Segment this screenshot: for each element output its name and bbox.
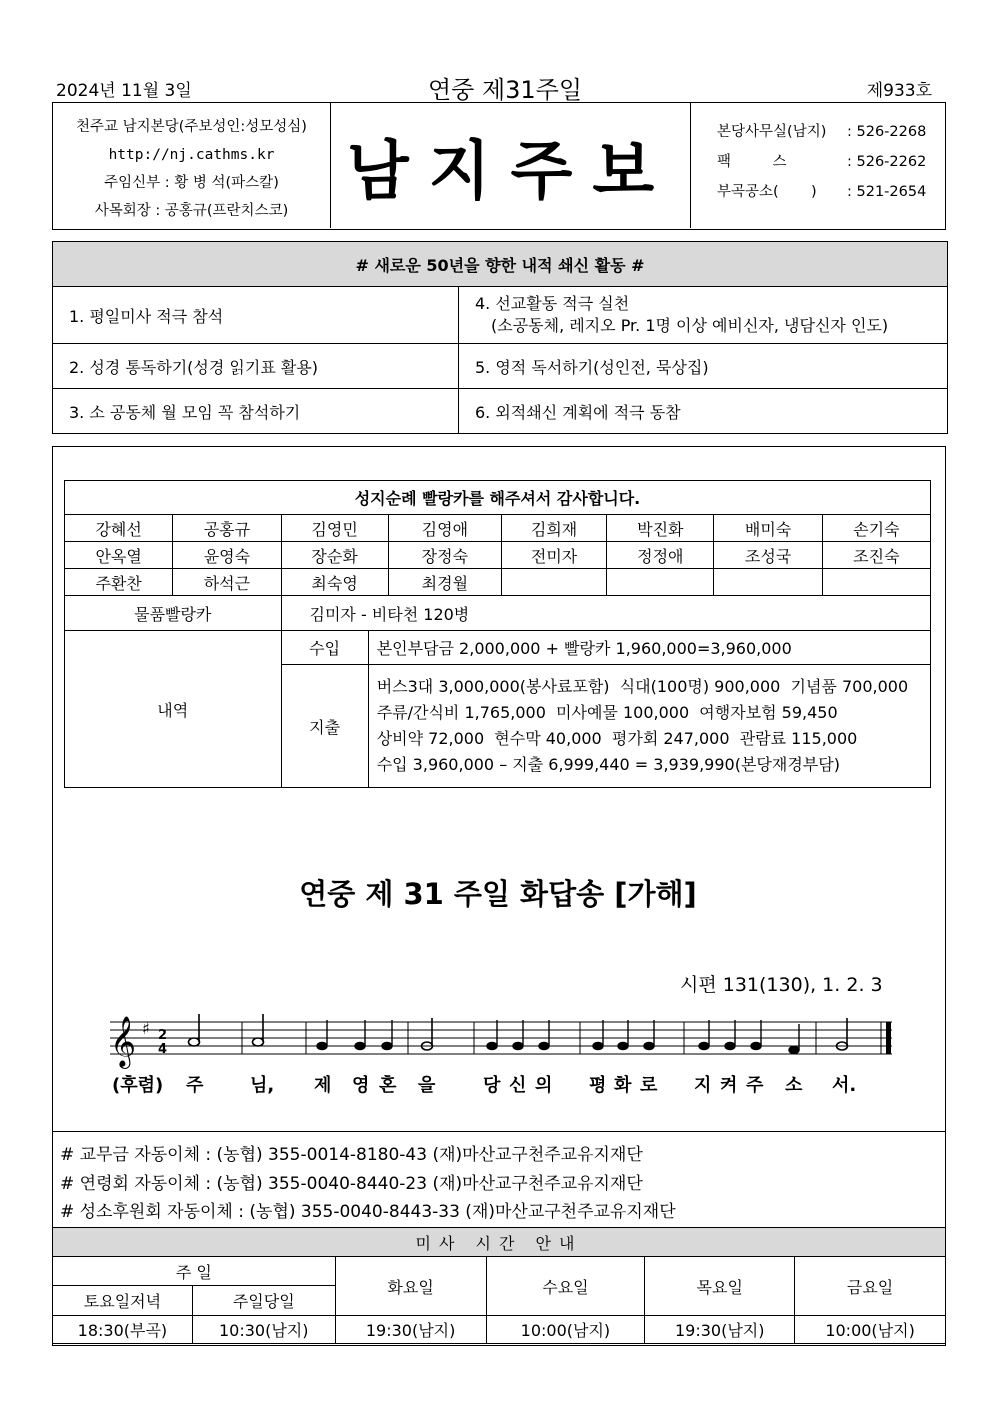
goal-item: 3. 소 공동체 월 모임 꼭 참석하기: [53, 389, 459, 434]
bulletin-date: 2024년 11월 3일: [56, 81, 192, 101]
donor-name: 최경월: [388, 569, 501, 596]
contact-row: 부곡공소( ) : 521-2654: [717, 184, 927, 200]
detail-label: 내역: [65, 631, 282, 788]
lyric-syllable: 영: [352, 1075, 370, 1096]
lyric-syllable: 혼: [379, 1075, 397, 1096]
expense-label: 지출: [281, 665, 368, 788]
goal-item: 4. 선교활동 적극 실천 (소공동체, 레지오 Pr. 1명 이상 예비신자, 냉담신자 인도): [459, 287, 948, 344]
funeral-society-account: # 연령회 자동이체 : (농협) 355-0040-8440-23 (재)마산교구천주교유지재단: [60, 1174, 643, 1194]
council-president: 사목회장 : 공홍규(프란치스코): [94, 203, 289, 219]
lyric-syllable: 주: [746, 1075, 764, 1096]
goal-item: 1. 평일미사 적극 참석: [53, 287, 459, 344]
goods-label: 물품빨랑카: [65, 596, 282, 631]
renewal-goals-table: [52, 241, 948, 434]
goal-item: 2. 성경 통독하기(성경 읽기표 활용): [53, 344, 459, 389]
saturday-evening-label: 토요일저녁: [53, 1286, 193, 1316]
donor-name: 정정애: [607, 542, 714, 569]
bulletin-name: 남지주보: [331, 103, 691, 228]
svg-text:4: 4: [158, 1042, 168, 1057]
expense-line: 상비약 72,000 현수막 40,000 평가회 247,000 관람료 115,000: [376, 729, 858, 748]
donor-name: 김영민: [281, 515, 388, 542]
empty-cell: [607, 569, 714, 596]
donor-name: 손기숙: [822, 515, 930, 542]
mass-title: 미사 시간 안내: [53, 1228, 946, 1257]
donor-name: 안옥열: [65, 542, 173, 569]
thanks-title: 성지순례 빨랑카를 해주셔서 감사합니다.: [65, 481, 931, 515]
donor-name: 하석근: [173, 569, 281, 596]
lyric-syllable: 켜: [720, 1075, 738, 1096]
donor-name: 강혜선: [65, 515, 173, 542]
pilgrimage-thanks-table: [64, 480, 931, 788]
donor-name: 장순화: [281, 542, 388, 569]
empty-cell: [822, 569, 930, 596]
lyric-syllable: 평: [589, 1075, 607, 1096]
lyric-syllable: 당: [483, 1075, 501, 1096]
contact-row: 팩 스 : 526-2262: [717, 154, 927, 170]
lyric-syllable: 신: [509, 1075, 527, 1096]
parish-website[interactable]: http://nj.cathms.kr: [108, 147, 275, 163]
contact-info: [691, 103, 945, 228]
donor-name: 주환찬: [65, 569, 173, 596]
donor-name: 조성국: [714, 542, 822, 569]
expense-line: 수입 3,960,000 – 지출 6,999,440 = 3,939,990(본당재경부담): [376, 755, 840, 774]
donor-name: 공홍규: [173, 515, 281, 542]
lyric-syllable: 주: [186, 1075, 204, 1096]
goal-item: 6. 외적쇄신 계획에 적극 동참: [459, 389, 948, 434]
parish-name: 천주교 남지본당(주보성인:성모성심): [76, 119, 307, 135]
donor-name: 최숙영: [281, 569, 388, 596]
lyric-syllable: 소: [785, 1075, 803, 1096]
donor-name: 장정숙: [388, 542, 501, 569]
day-header: 화요일: [335, 1257, 486, 1316]
donor-name: 전미자: [501, 542, 606, 569]
liturgical-title: 연중 제31주일: [427, 76, 583, 104]
donor-name: 김영애: [388, 515, 501, 542]
svg-text:2: 2: [158, 1028, 168, 1043]
treble-clef-icon: 𝄞: [110, 1016, 137, 1067]
lyric-syllable: 로: [640, 1075, 658, 1096]
empty-cell: [714, 569, 822, 596]
mass-time: 19:30(남지): [335, 1316, 486, 1344]
pastor-name: 주임신부 : 황 병 석(파스칼): [104, 175, 279, 191]
mass-time: 10:00(남지): [795, 1316, 946, 1344]
day-header: 수요일: [486, 1257, 645, 1316]
expense-line: 주류/간식비 1,765,000 미사예물 100,000 여행자보험 59,450: [376, 703, 838, 722]
music-staff: [100, 1012, 900, 1072]
donor-name: 조진숙: [822, 542, 930, 569]
masthead: [52, 102, 946, 230]
svg-text:♯: ♯: [142, 1019, 150, 1038]
income-value: 본인부담금 2,000,000 + 빨랑카 1,960,000=3,960,000: [368, 631, 930, 665]
income-label: 수입: [281, 631, 368, 665]
lyric-syllable: 제: [314, 1075, 332, 1096]
lyric-syllable: 의: [535, 1075, 553, 1096]
mass-time: 19:30(남지): [645, 1316, 795, 1344]
day-header: 목요일: [645, 1257, 795, 1316]
goal-item: 5. 영적 독서하기(성인전, 묵상집): [459, 344, 948, 389]
goals-title: # 새로운 50년을 향한 내적 쇄신 활동 #: [53, 242, 948, 287]
psalm-title: 연중 제 31 주일 화답송 [가해]: [299, 877, 697, 911]
refrain-label: (후렴): [112, 1075, 164, 1096]
psalm-lyrics: [112, 1071, 872, 1097]
tithe-account: # 교무금 자동이체 : (농협) 355-0014-8180-43 (재)마산교구천주교유지재단: [60, 1145, 643, 1165]
lyric-syllable: 님,: [250, 1075, 275, 1096]
lyric-syllable: 지: [694, 1075, 712, 1096]
donor-name: 김희재: [501, 515, 606, 542]
donor-name: 박진화: [607, 515, 714, 542]
mass-time: 18:30(부곡): [53, 1316, 193, 1344]
vocation-support-account: # 성소후원회 자동이체 : (농협) 355-0040-8443-33 (재)마산교구천주교유지재단: [60, 1202, 676, 1222]
mass-time: 10:30(남지): [192, 1316, 335, 1344]
empty-cell: [501, 569, 606, 596]
sunday-label: 주 일: [53, 1257, 336, 1286]
mass-schedule-table: [52, 1227, 946, 1344]
contact-row: 본당사무실(남지) : 526-2268: [717, 124, 927, 140]
lyric-syllable: 을: [418, 1075, 436, 1096]
parish-info: [53, 103, 331, 228]
lyric-syllable: 서.: [832, 1075, 857, 1096]
goods-value: 김미자 - 비타천 120병: [281, 596, 931, 631]
donor-name: 배미숙: [714, 515, 822, 542]
sunday-day-label: 주일당일: [192, 1286, 335, 1316]
expense-line: 버스3대 3,000,000(봉사료포함) 식대(100명) 900,000 기념품 700,000: [376, 677, 909, 696]
expense-details: [368, 665, 930, 788]
mass-time: 10:00(남지): [486, 1316, 645, 1344]
lyric-syllable: 화: [614, 1075, 632, 1096]
accounts-divider: [52, 1131, 946, 1132]
day-header: 금요일: [795, 1257, 946, 1316]
donor-name: 윤영숙: [173, 542, 281, 569]
issue-number: 제933호: [866, 81, 932, 101]
psalm-reference: 시편 131(130), 1. 2. 3: [680, 974, 883, 996]
